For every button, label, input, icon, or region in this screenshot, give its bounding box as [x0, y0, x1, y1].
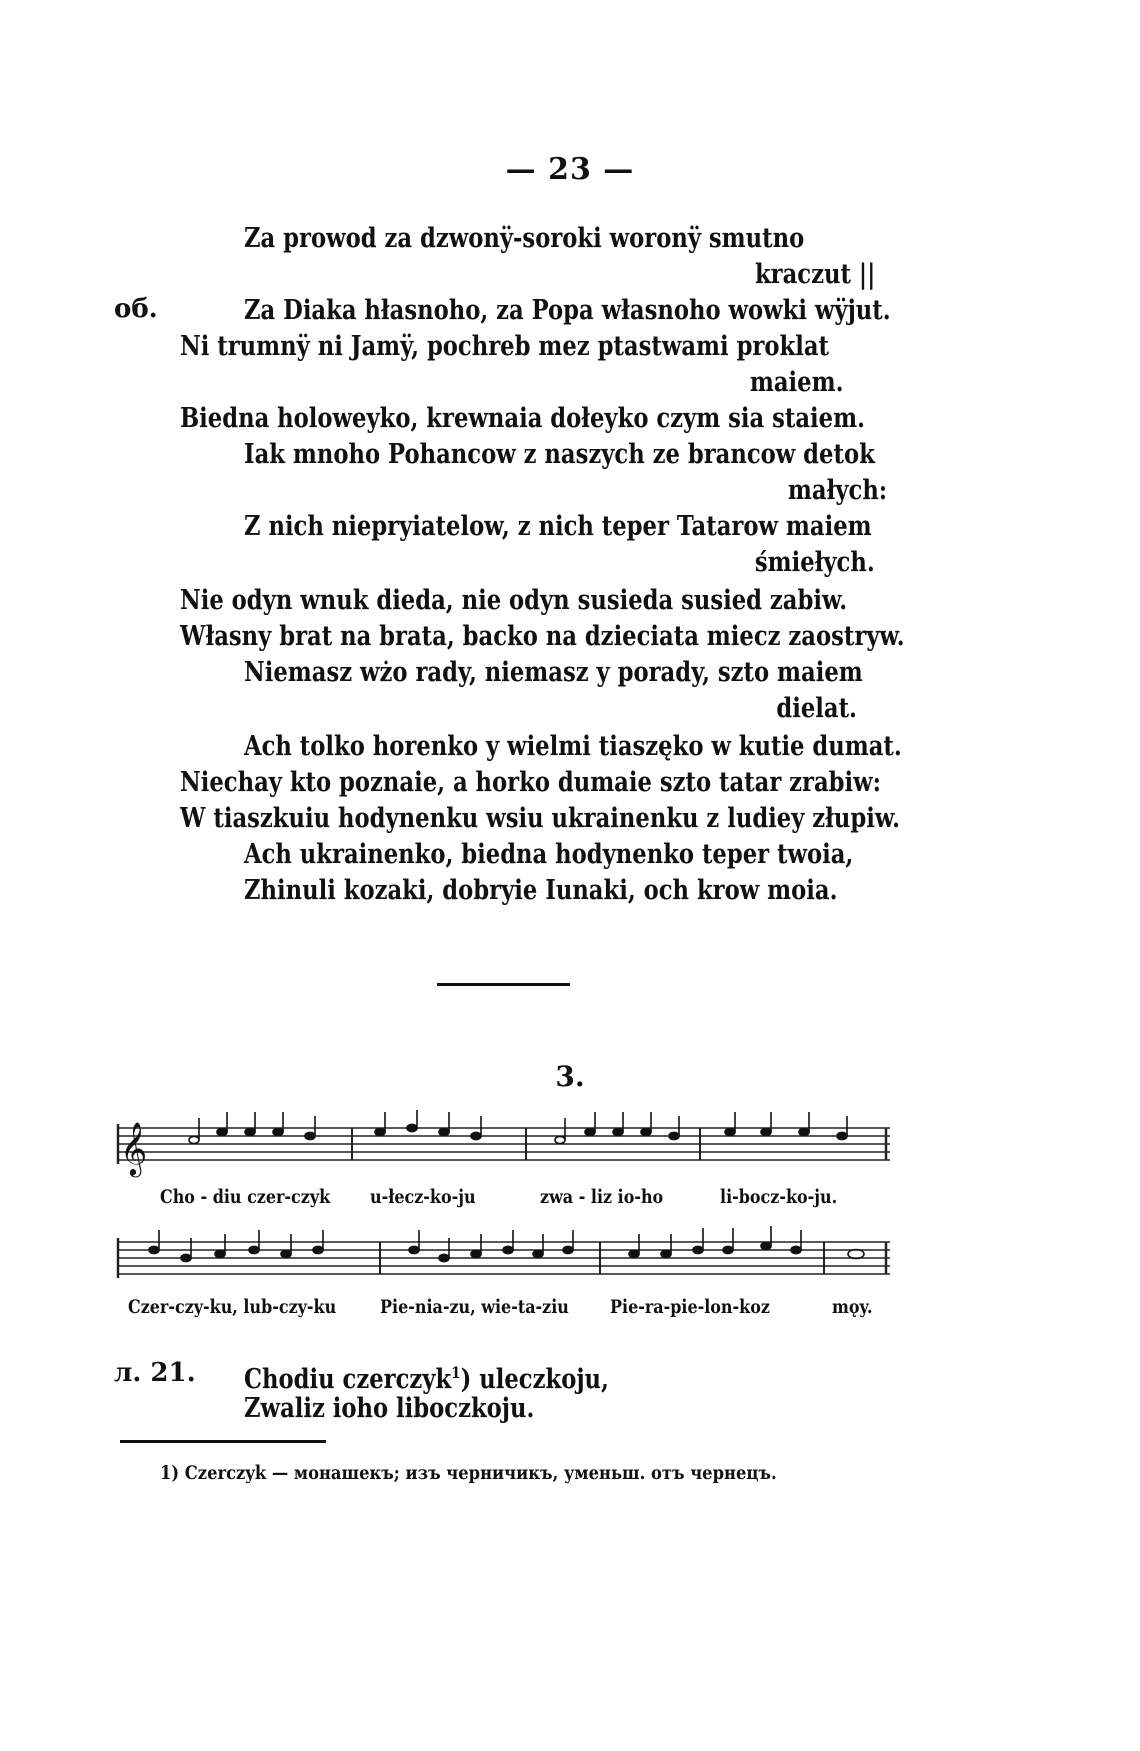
music-staff-2 — [114, 1224, 894, 1294]
song-line-1-main: Chodiu czerczyk — [244, 1364, 452, 1395]
poem-line-11: Niechay kto poznaie, a horko dumaie szto tatar zrabiw: — [180, 767, 882, 798]
poem-line-6-cont: śmiełych. — [755, 547, 875, 578]
lyric-row1-2: u-łecz-ko-ju — [370, 1186, 476, 1208]
section-divider — [437, 983, 570, 986]
lyric-row2-1: Czer-czy-ku, lub-czy-ku — [128, 1296, 337, 1318]
staff-1-notes — [189, 1110, 847, 1144]
poem-line-13: Ach ukrainenko, biedna hodynenko teper twoia, — [244, 839, 854, 870]
poem-line-1: Za prowod za dzwonÿ-soroki woronÿ smutno — [244, 223, 805, 254]
poem-line-14: Zhinuli kozaki, dobryie Iunaki, och krow moia. — [244, 875, 838, 906]
poem-line-9-cont: dielat. — [776, 693, 857, 724]
treble-clef-icon: 𝄞 — [120, 1121, 148, 1175]
poem-line-6: Z nich niepryiatelow, z nich teper Tatarow maiem — [244, 511, 872, 542]
lyric-row1-1: Cho - diu czer-czyk — [160, 1186, 331, 1208]
poem-line-1-cont: kraczut || — [754, 259, 875, 290]
song-line-1 — [244, 1356, 609, 1397]
lyric-row1-4: li-bocz-ko-ju. — [720, 1186, 838, 1208]
lyric-row2-4: mǫy. — [832, 1296, 873, 1318]
margin-note-ref: л. 21. — [114, 1358, 196, 1388]
poem-line-9: Niemasz wżo rady, niemasz y porady, szto maiem — [244, 657, 863, 688]
poem-line-5: Iak mnoho Pohancow z naszych ze brancow detok — [244, 439, 875, 470]
song-line-2: Zwaliz ioho liboczkoju. — [244, 1393, 535, 1424]
footnote-number: 1) — [160, 1462, 180, 1484]
margin-note-ob: об. — [114, 294, 158, 324]
lyric-row2-3: Pie-ra-pie-lon-koz — [610, 1296, 770, 1318]
staff-2-notes — [149, 1226, 864, 1262]
page-number: — 23 — — [505, 152, 635, 187]
section-number: 3. — [555, 1060, 585, 1093]
music-staff-1 — [114, 1110, 894, 1180]
poem-line-8: Własny brat na brata, backo na dzieciata miecz zaostryw. — [180, 621, 905, 652]
poem-line-7: Nie odyn wnuk dieda, nie odyn susieda susied zabiw. — [180, 585, 848, 616]
poem-line-2: Za Diaka hłasnoho, za Popa własnoho wowki wÿjut. — [244, 295, 891, 326]
footnote-term: Czerczyk — [184, 1462, 267, 1484]
poem-line-4: Biedna holoweyko, krewnaia dołeyko czym sia staiem. — [180, 403, 865, 434]
poem-line-3: Ni trumnÿ ni Jamÿ, pochreb mez ptastwami proklat — [180, 331, 830, 362]
poem-line-3-cont: maiem. — [749, 367, 843, 398]
poem-line-10: Ach tolko horenko y wielmi tiaszęko w kutie dumat. — [244, 731, 902, 762]
poem-line-5-cont: małych: — [787, 475, 887, 506]
lyric-row1-3: zwa - liz io-ho — [540, 1186, 664, 1208]
song-line-1-rest: ) uleczkoju, — [460, 1364, 609, 1395]
footnote — [160, 1462, 777, 1484]
footnote-text: — монашекъ; изъ черничикъ, уменьш. отъ чернецъ. — [271, 1462, 777, 1484]
lyric-row2-2: Pie-nia-zu, wie-ta-ziu — [380, 1296, 569, 1318]
footnote-marker: 1 — [451, 1363, 461, 1382]
footnote-rule — [120, 1440, 326, 1443]
poem-line-12: W tiaszkuiu hodynenku wsiu ukrainenku z ludiey złupiw. — [180, 803, 901, 834]
